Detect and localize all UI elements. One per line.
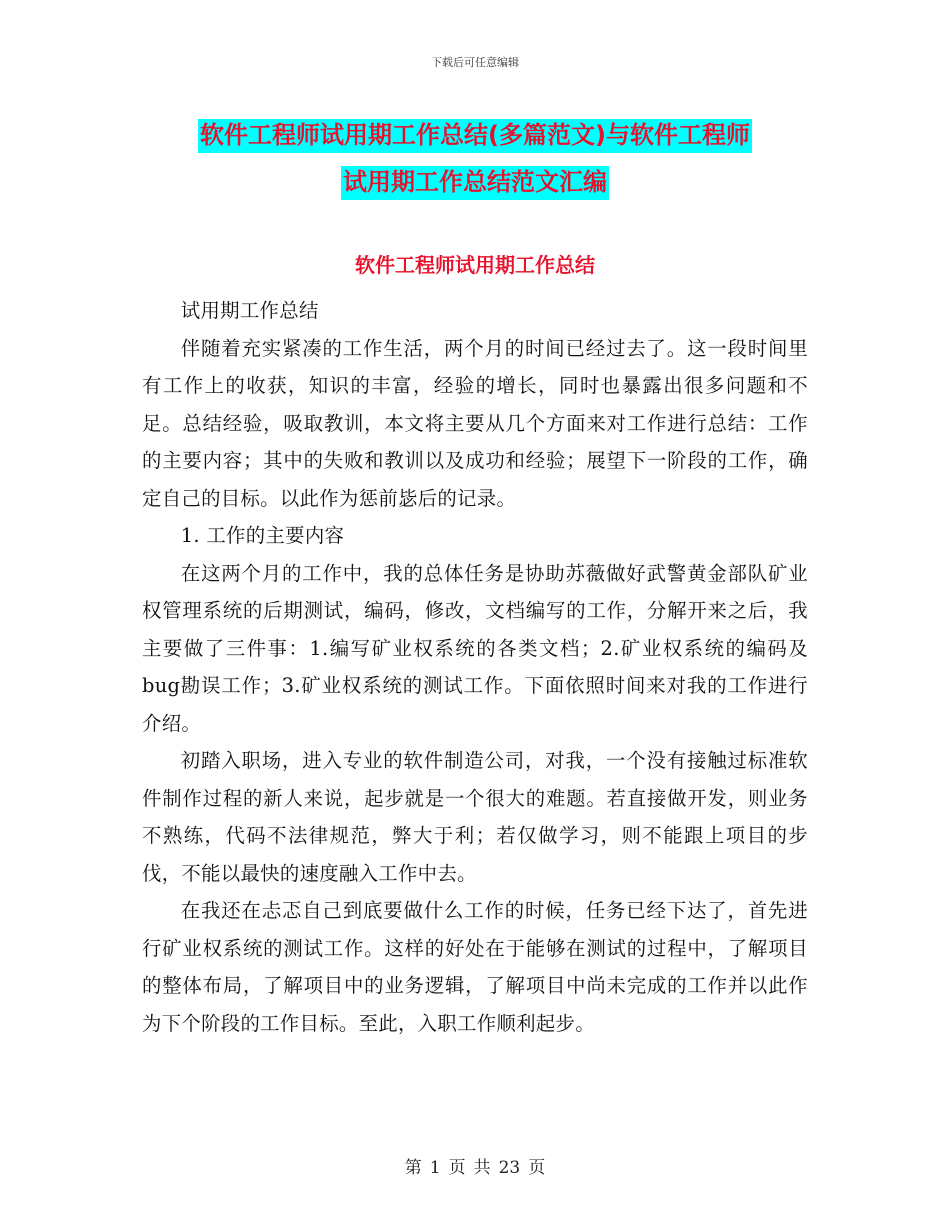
page-total: 23 [498, 1158, 521, 1178]
section-title: 软件工程师试用期工作总结 [355, 253, 595, 277]
paragraph: 在我还在忐忑自己到底要做什么工作的时候，任务已经下达了，首先进行矿业权系统的测试工作。这样的好处在于能够在测试的过程中，了解项目的整体布局，了解项目中的业务逻辑，了解项目中尚未完成的工作并以此作为下个阶段的工作目标。至此，入职工作顺利起步。 [142, 899, 808, 1035]
document-title [142, 112, 808, 206]
paragraph: 1. 工作的主要内容 [180, 524, 345, 547]
footer-suffix: 页 [528, 1158, 546, 1178]
footer-mid: 页 [448, 1158, 466, 1178]
footer-prefix: 第 [404, 1158, 422, 1178]
page-number: 1 [429, 1158, 441, 1178]
document-title-line1: 软件工程师试用期工作总结(多篇范文)与软件工程师 [198, 119, 752, 153]
document-title-line2: 试用期工作总结范文汇编 [341, 166, 609, 200]
header-note: 下载后可任意编辑 [431, 56, 519, 69]
footer-total-prefix: 共 [473, 1158, 491, 1178]
paragraph: 初踏入职场，进入专业的软件制造公司，对我，一个没有接触过标准软件制作过程的新人来说，起步就是一个很大的难题。若直接做开发，则业务不熟练，代码不法律规范，弊大于利；若仅做学习，则不能跟上项目的步伐，不能以最快的速度融入工作中去。 [142, 749, 808, 885]
paragraph: 试用期工作总结 [180, 299, 319, 322]
body-text [142, 292, 808, 1042]
paragraph: 伴随着充实紧凑的工作生活，两个月的时间已经过去了。这一段时间里有工作上的收获，知识的丰富，经验的增长，同时也暴露出很多问题和不足。总结经验，吸取教训，本文将主要从几个方面来对工作进行总结：工作的主要内容；其中的失败和教训以及成功和经验；展望下一阶段的工作，确定自己的目标。以此作为惩前毖后的记录。 [142, 336, 808, 510]
paragraph: 在这两个月的工作中，我的总体任务是协助苏薇做好武警黄金部队矿业权管理系统的后期测试，编码，修改，文档编写的工作，分解开来之后，我主要做了三件事：1.编写矿业权系统的各类文档；2.矿业权系统的编码及bug勘误工作；3.矿业权系统的测试工作。下面依照时间来对我的工作进行介绍。 [142, 561, 808, 735]
page-footer [0, 1153, 950, 1178]
